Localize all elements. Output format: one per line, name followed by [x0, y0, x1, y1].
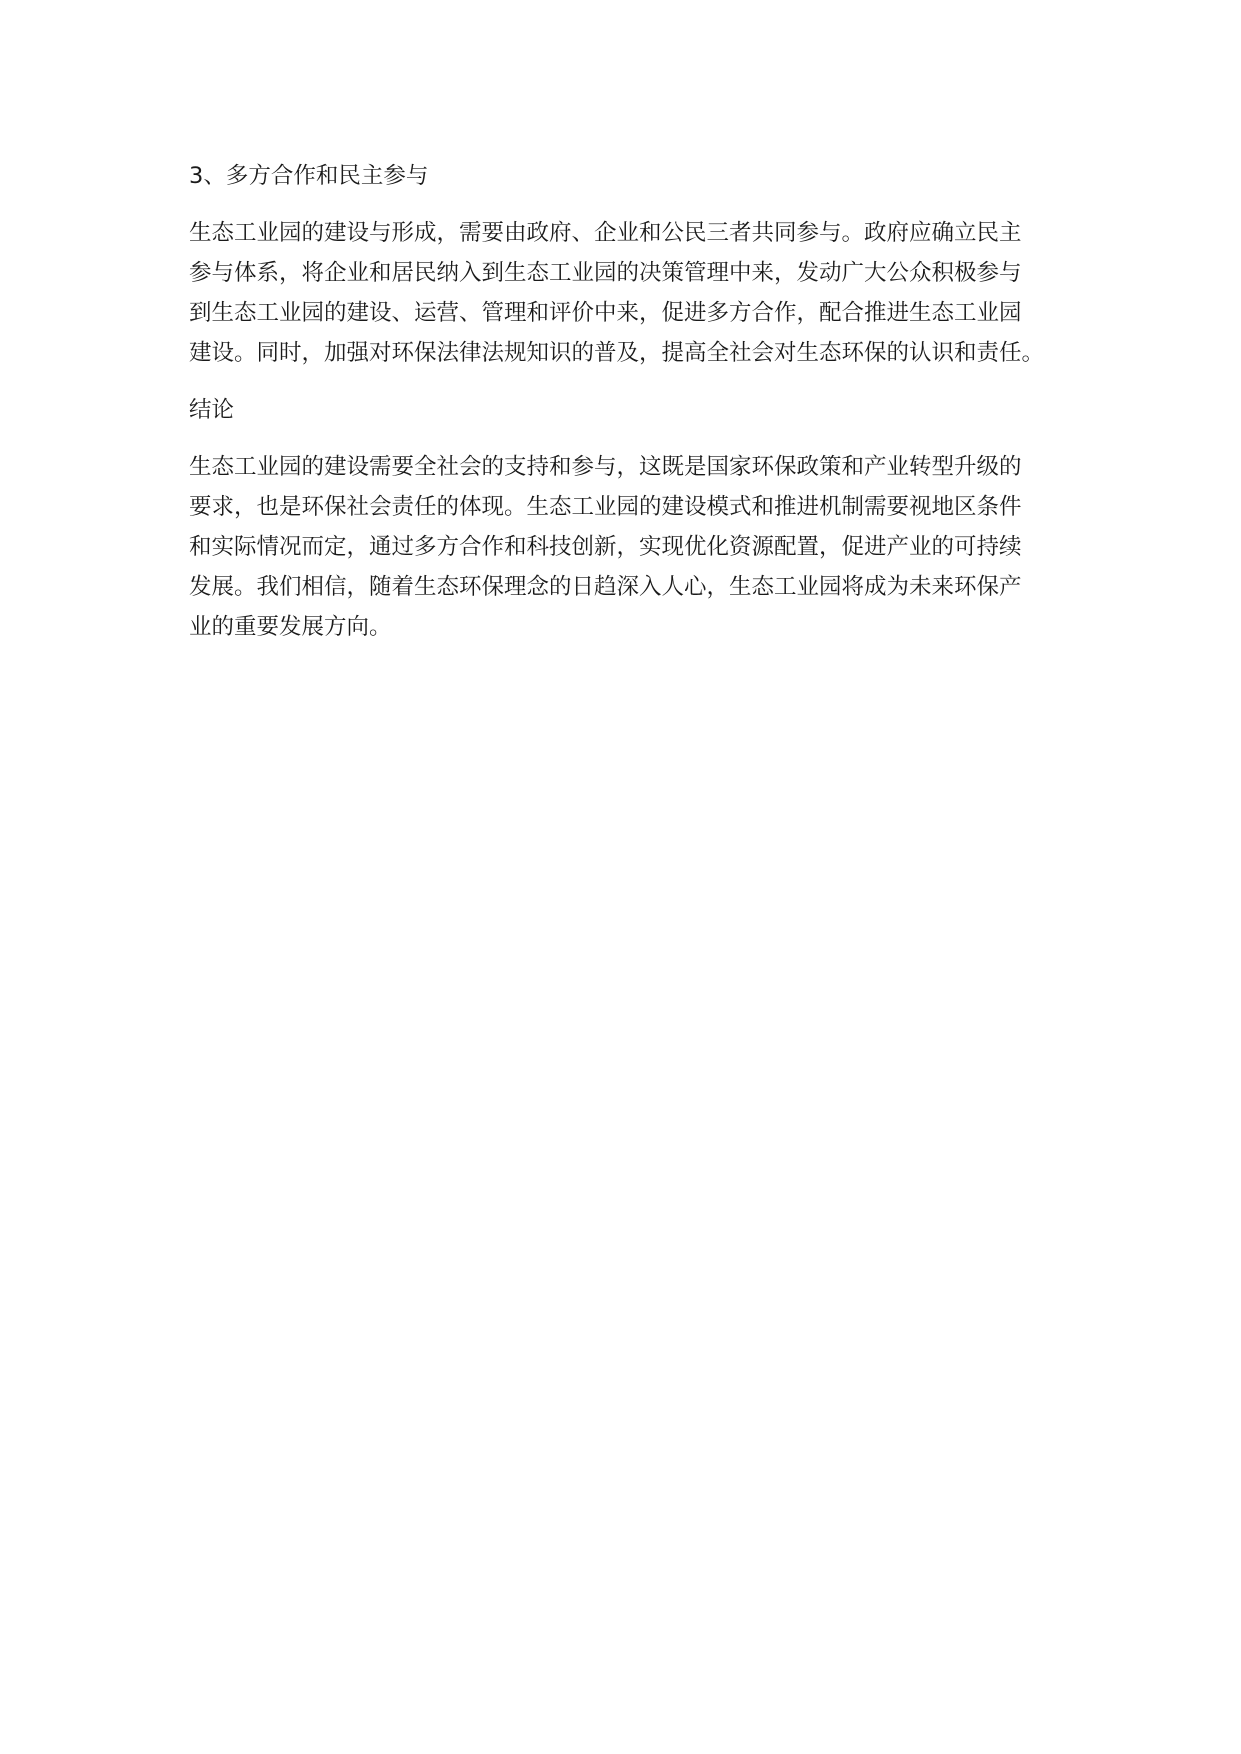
- paragraph-line: 发展。我们相信，随着生态环保理念的日趋深入人心，生态工业园将成为未来环保产: [189, 574, 1022, 600]
- paragraph-line: 建设。同时，加强对环保法律法规知识的普及，提高全社会对生态环保的认识和责任。: [189, 340, 1045, 366]
- paragraph-conclusion: [189, 447, 1089, 647]
- paragraph-line: 和实际情况而定，通过多方合作和科技创新，实现优化资源配置，促进产业的可持续: [189, 534, 1022, 560]
- paragraph-line: 参与体系，将企业和居民纳入到生态工业园的决策管理中来，发动广大公众积极参与: [189, 260, 1022, 286]
- paragraph-participation: [189, 213, 1089, 373]
- paragraph-line: 业的重要发展方向。: [189, 614, 392, 640]
- paragraph-line: 生态工业园的建设与形成，需要由政府、企业和公民三者共同参与。政府应确立民主: [189, 220, 1022, 246]
- paragraph-line: 生态工业园的建设需要全社会的支持和参与，这既是国家环保政策和产业转型升级的: [189, 454, 1022, 480]
- paragraph-line: 要求，也是环保社会责任的体现。生态工业园的建设模式和推进机制需要视地区条件: [189, 494, 1022, 520]
- document-body: [189, 156, 1089, 664]
- section-heading: 3、多方合作和民主参与: [189, 163, 429, 189]
- conclusion-heading: 结论: [189, 397, 235, 423]
- paragraph-line: 到生态工业园的建设、运营、管理和评价中来，促进多方合作，配合推进生态工业园: [189, 300, 1022, 326]
